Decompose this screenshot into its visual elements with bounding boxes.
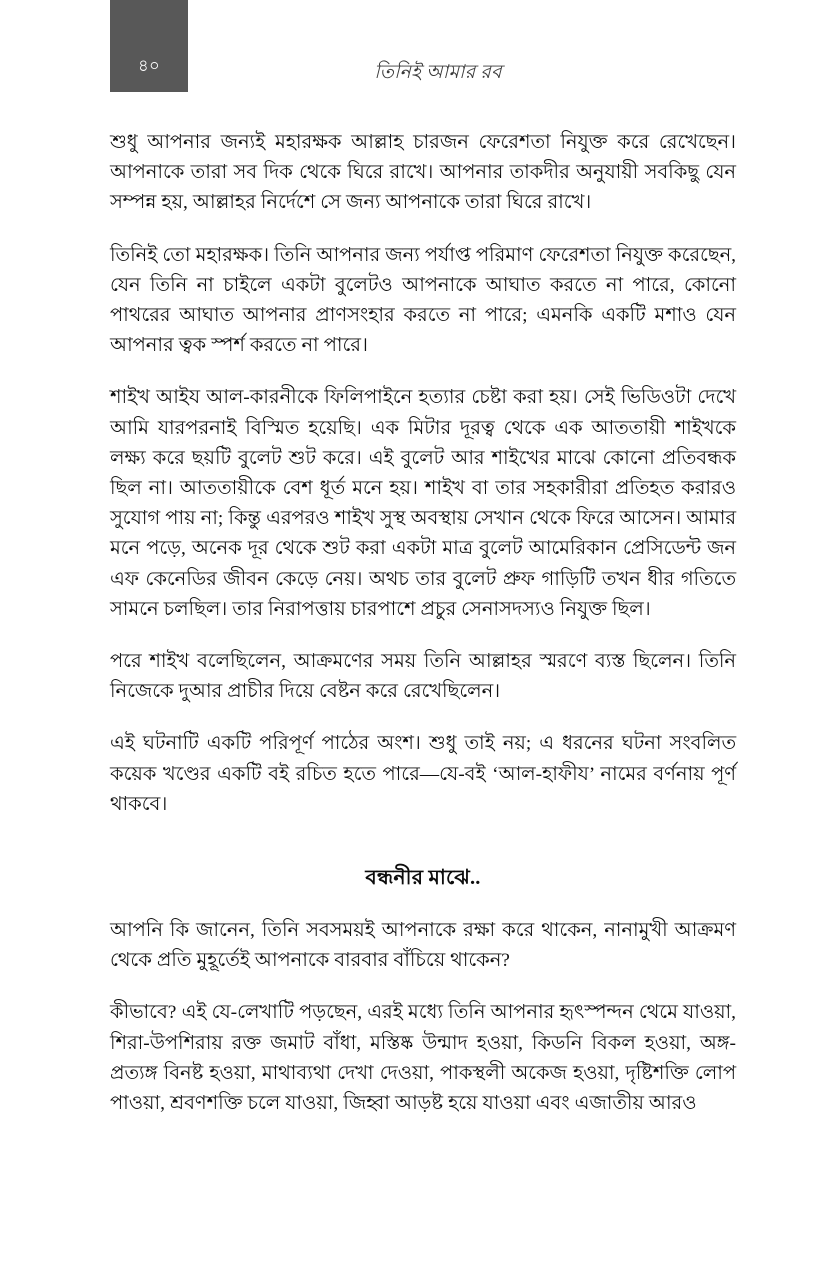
paragraph: আপনি কি জানেন, তিনি সবসময়ই আপনাকে রক্ষা করে থাকেন, নানামুখী আক্রমণ থেকে প্রতি মুহূর্তেই আপনাকে বারবার বাঁচিয়ে থাকেন?	[110, 920, 736, 972]
running-head-title: তিনিই আমার রব	[374, 62, 502, 83]
paragraph: শুধু আপনার জন্যই মহারক্ষক আল্লাহ চারজন ফেরেশতা নিযুক্ত করে রেখেছেন। আপনাকে তারা সব দিক থেকে ঘিরে রাখে। আপনার তাকদীর অনুযায়ী সবকিছু যেন সম্পন্ন হয়, আল্লাহর নির্দেশে সে জন্য আপনাকে তারা ঘিরে রাখে।	[110, 132, 736, 214]
page-number: ৪০	[137, 55, 161, 75]
paragraph: পরে শাইখ বলেছিলেন, আক্রমণের সময় তিনি আল্লাহর স্মরণে ব্যস্ত ছিলেন। তিনি নিজেকে দুআর প্রাচীর দিয়ে বেষ্টন করে রেখেছিলেন।	[110, 651, 736, 703]
paragraph: কীভাবে? এই যে-লেখাটি পড়ছেন, এরই মধ্যে তিনি আপনার হৃৎস্পন্দন থেমে যাওয়া, শিরা-উপশিরায় রক্ত জমাট বাঁধা, মস্তিষ্ক উন্মাদ হওয়া, কিডনি বিকল হওয়া, অঙ্গ-প্রত্যঙ্গ বিনষ্ট হওয়া, মাথাব্যথা দেখা দেওয়া, পাকস্থলী অকেজ হওয়া, দৃষ্টিশক্তি লোপ পাওয়া, শ্রবণশক্তি চলে যাওয়া, জিহ্বা আড়ষ্ট হয়ে যাওয়া এবং এজাতীয় আরও	[110, 1002, 736, 1115]
page-number-box	[110, 0, 188, 92]
page-header	[0, 0, 822, 95]
paragraph: তিনিই তো মহারক্ষক। তিনি আপনার জন্য পর্যাপ্ত পরিমাণ ফেরেশতা নিযুক্ত করেছেন, যেন তিনি না চাইলে একটা বুলেটও আপনাকে আঘাত করতে না পারে, কোনো পাথরের আঘাত আপনার প্রাণসংহার করতে না পারে; এমনকি একটি মশাও যেন আপনার ত্বক স্পর্শ করতে না পারে।	[110, 244, 736, 357]
body-text-column	[110, 128, 736, 1141]
paragraph: এই ঘটনাটি একটি পরিপূর্ণ পাঠের অংশ। শুধু তাই নয়; এ ধরনের ঘটনা সংবলিত কয়েক খণ্ডের একটি বই রচিত হতে পারে—যে-বই ‘আল-হাফীয’ নামের বর্ণনায় পূর্ণ থাকবে।	[110, 733, 736, 815]
paragraph: শাইখ আইয আল-কারনীকে ফিলিপাইনে হত্যার চেষ্টা করা হয়। সেই ভিডিওটা দেখে আমি যারপরনাই বিস্মিত হয়েছি। এক মিটার দূরত্ব থেকে এক আততায়ী শাইখকে লক্ষ্য করে ছয়টি বুলেট শুট করে। এই বুলেট আর শাইখের মাঝে কোনো প্রতিবন্ধক ছিল না। আততায়ীকে বেশ ধূর্ত মনে হয়। শাইখ বা তার সহকারীরা প্রতিহত করারও সুযোগ পায় না; কিন্তু এরপরও শাইখ সুস্থ অবস্থায় সেখান থেকে ফিরে আসেন। আমার মনে পড়ে, অনেক দূর থেকে শুট করা একটা মাত্র বুলেট আমেরিকান প্রেসিডেন্ট জন এফ কেনেডির জীবন কেড়ে নেয়। অথচ তার বুলেট প্রুফ গাড়িটি তখন ধীর গতিতে সামনে চলছিল। তার নিরাপত্তায় চারপাশে প্রচুর সেনাসদস্যও নিযুক্ত ছিল।	[110, 387, 736, 620]
section-heading: বন্ধনীর মাঝে..	[365, 867, 481, 890]
